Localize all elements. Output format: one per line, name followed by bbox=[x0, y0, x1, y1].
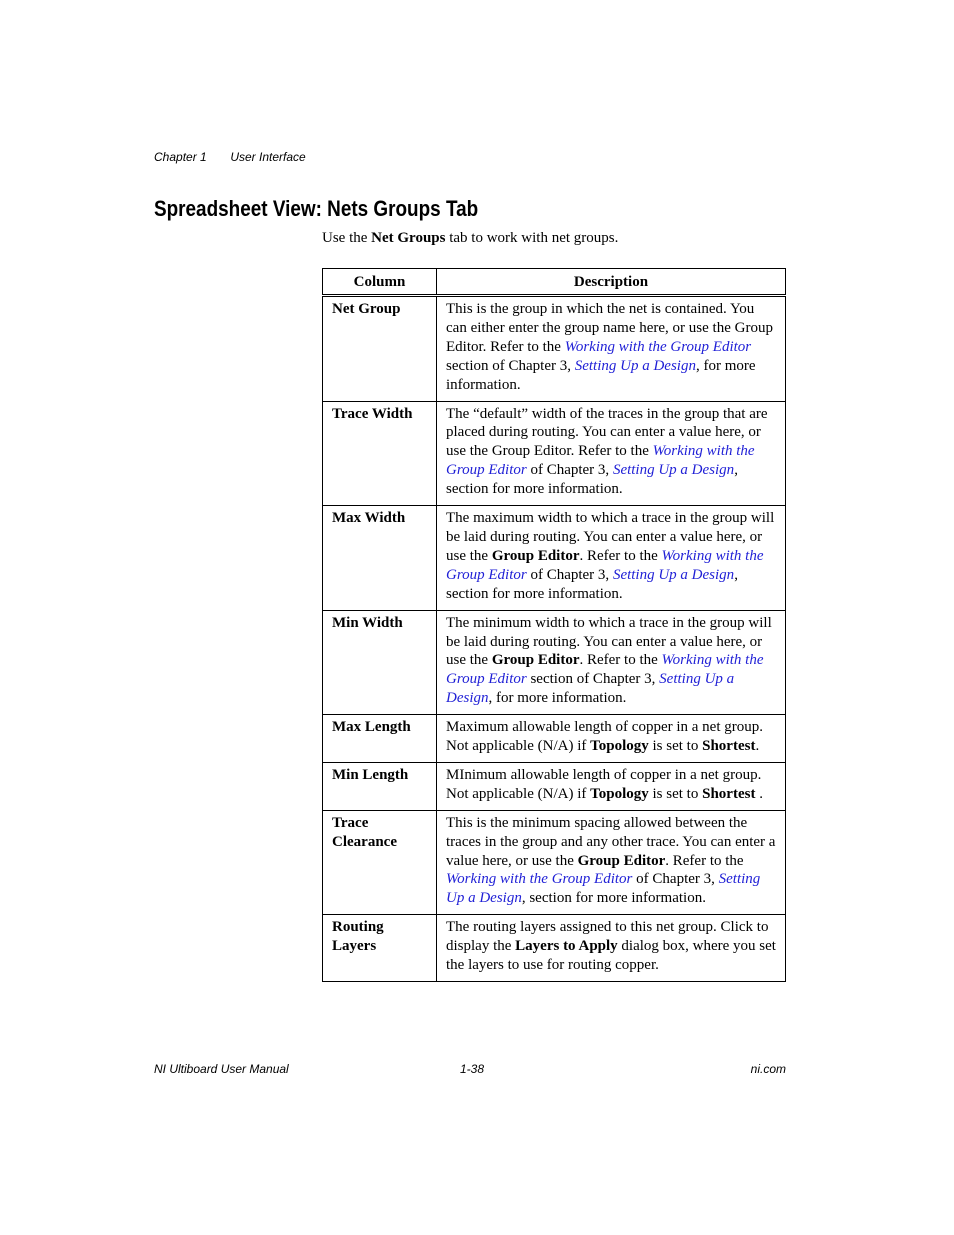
intro-text-after: tab to work with net groups. bbox=[445, 230, 619, 246]
header-section: User Interface bbox=[230, 150, 306, 164]
cross-reference-link[interactable]: Setting Up a Design bbox=[574, 357, 696, 374]
description-text: section of Chapter 3, bbox=[526, 671, 660, 688]
bold-term: Layers to Apply bbox=[515, 938, 618, 955]
table-body bbox=[323, 296, 786, 982]
running-header bbox=[154, 150, 306, 164]
row-description bbox=[437, 915, 786, 982]
row-description bbox=[437, 506, 786, 611]
row-description bbox=[437, 762, 786, 810]
cross-reference-link[interactable]: Setting Up a Design bbox=[446, 671, 735, 707]
cross-reference-link[interactable]: Setting Up a Design bbox=[446, 871, 761, 907]
description-text: . bbox=[755, 738, 760, 755]
row-column-name: Trace Width bbox=[323, 401, 437, 506]
cross-reference-link[interactable]: Working with the Group Editor bbox=[446, 652, 764, 688]
description-text: The routing layers assigned to this net group. Click to display the bbox=[446, 919, 769, 955]
description-text: This is the group in which the net is contained. You can either enter the group name here, or use the Group Editor. Refer to the bbox=[446, 301, 773, 355]
net-groups-table bbox=[322, 268, 786, 982]
cross-reference-link[interactable]: Setting Up a Design bbox=[612, 462, 735, 479]
table-row bbox=[323, 715, 786, 763]
bold-term: Topology bbox=[590, 785, 649, 802]
table-header-row bbox=[323, 269, 786, 296]
bold-term: Topology bbox=[590, 738, 649, 755]
description-text: , section for more information. bbox=[521, 890, 706, 907]
row-column-name: Trace Clearance bbox=[323, 810, 437, 915]
description-text: MInimum allowable length of copper in a net group. Not applicable (N/A) if bbox=[446, 766, 762, 802]
description-text: of Chapter 3, bbox=[526, 566, 613, 583]
description-text: dialog box, where you set the layers to use for routing copper. bbox=[446, 938, 776, 974]
row-column-name: Min Width bbox=[323, 610, 437, 715]
row-column-name: Max Width bbox=[323, 506, 437, 611]
description-text: . Refer to the bbox=[579, 547, 662, 564]
table-row bbox=[323, 810, 786, 915]
row-column-name: Max Length bbox=[323, 715, 437, 763]
description-text: The minimum width to which a trace in the group will be laid during routing. You can enter a value here, or use the bbox=[446, 614, 772, 669]
description-text: The “default” width of the traces in the group that are placed during routing. You can enter a value here, or use the Group Editor. Refer to the bbox=[446, 405, 768, 460]
description-text: is set to bbox=[648, 785, 703, 802]
description-text: of Chapter 3, bbox=[526, 462, 613, 479]
cross-reference-link[interactable]: Working with the Group Editor bbox=[446, 547, 764, 583]
table-row bbox=[323, 915, 786, 982]
footer-page-number: 1-38 bbox=[460, 1062, 485, 1076]
description-text: . bbox=[755, 785, 763, 802]
description-text: , for more information. bbox=[488, 690, 627, 707]
table-row bbox=[323, 296, 786, 402]
bold-term: Shortest bbox=[702, 785, 756, 802]
row-description bbox=[437, 296, 786, 402]
bold-term: Group Editor bbox=[491, 547, 580, 564]
intro-bold-term: Net Groups bbox=[371, 230, 446, 246]
description-text: of Chapter 3, bbox=[632, 871, 719, 888]
description-text: , section for more information. bbox=[446, 566, 738, 602]
page-title: Spreadsheet View: Nets Groups Tab bbox=[154, 196, 479, 221]
description-text: Maximum allowable length of copper in a net group. Not applicable (N/A) if bbox=[446, 719, 763, 755]
column-header-description: Description bbox=[437, 269, 786, 296]
bold-term: Group Editor bbox=[491, 652, 580, 669]
cross-reference-link[interactable]: Working with the Group Editor bbox=[564, 338, 752, 355]
description-text: , section for more information. bbox=[446, 462, 738, 498]
row-column-name: Routing Layers bbox=[323, 915, 437, 982]
row-description bbox=[437, 610, 786, 715]
table-row bbox=[323, 610, 786, 715]
intro-paragraph bbox=[322, 230, 618, 247]
row-description bbox=[437, 810, 786, 915]
row-description bbox=[437, 401, 786, 506]
column-header-column: Column bbox=[323, 269, 437, 296]
cross-reference-link[interactable]: Working with the Group Editor bbox=[446, 871, 633, 888]
cross-reference-link[interactable]: Setting Up a Design bbox=[612, 566, 735, 583]
description-text: The maximum width to which a trace in the group will be laid during routing. You can enter a value here, or use the bbox=[446, 510, 775, 564]
header-chapter: Chapter 1 bbox=[154, 150, 207, 164]
row-description bbox=[437, 715, 786, 763]
description-text: section of Chapter 3, bbox=[446, 357, 575, 374]
row-column-name: Min Length bbox=[323, 762, 437, 810]
table-row bbox=[323, 762, 786, 810]
description-text: , for more information. bbox=[446, 357, 756, 393]
table-row bbox=[323, 506, 786, 611]
footer-manual-title: NI Ultiboard User Manual bbox=[154, 1062, 289, 1076]
footer-site: ni.com bbox=[750, 1062, 786, 1076]
description-text: is set to bbox=[648, 738, 703, 755]
description-text: . Refer to the bbox=[665, 852, 744, 869]
bold-term: Shortest bbox=[702, 738, 756, 755]
intro-text-before: Use the bbox=[322, 230, 372, 246]
cross-reference-link[interactable]: Working with the Group Editor bbox=[446, 443, 755, 479]
description-text: . Refer to the bbox=[579, 652, 662, 669]
table-row bbox=[323, 401, 786, 506]
description-text: This is the minimum spacing allowed between the traces in the group and any other trace. You can enter a value here, or use the bbox=[446, 814, 776, 869]
row-column-name: Net Group bbox=[323, 296, 437, 402]
bold-term: Group Editor bbox=[577, 852, 666, 869]
